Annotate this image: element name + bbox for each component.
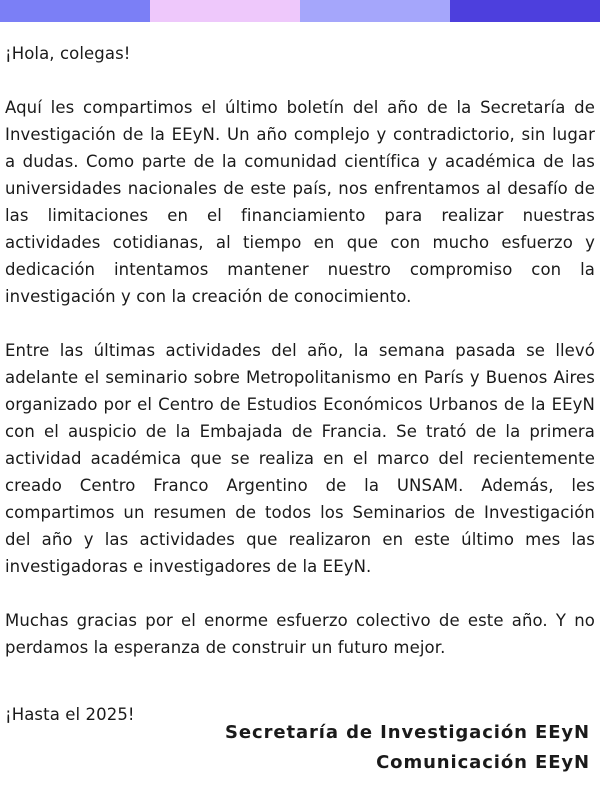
color-bar-segment-4 <box>450 0 600 22</box>
color-bar-segment-1 <box>0 0 150 22</box>
farewell: ¡Hasta el 2025! <box>5 705 135 724</box>
greeting: ¡Hola, colegas! <box>5 44 131 63</box>
signature-block <box>225 718 590 778</box>
paragraph-thanks: Muchas gracias por el enorme esfuerzo colectivo de este año. Y no perdamos la esperanza de construir un futuro mejor. <box>5 611 595 657</box>
letter-body <box>5 40 595 728</box>
paragraph-activities: Entre las últimas actividades del año, la semana pasada se llevó adelante el seminario sobre Metropolitanismo en París y Buenos Aires organizado por el Centro de Estudios Económicos Urbanos de la EEyN con el auspicio de la Embajada de Francia. Se trató de la primera actividad académica que se realiza en el marco del recientemente creado Centro Franco Argentino de la UNSAM. Además, les compartimos un resumen de todos los Seminarios de Investigación del año y las actividades que realizaron en este último mes las investigadoras e investigadores de la EEyN. <box>5 341 595 576</box>
header-color-bar <box>0 0 600 22</box>
signature-line-comunicacion: Comunicación EEyN <box>376 752 590 773</box>
signature-line-secretaria: Secretaría de Investigación EEyN <box>225 722 590 743</box>
paragraph-intro: Aquí les compartimos el último boletín del año de la Secretaría de Investigación de la EEyN. Un año complejo y contradictorio, sin lugar a dudas. Como parte de la comunidad científica y académica de las universidades nacionales de este país, nos enfrentamos al desafío de las limitaciones en el financiamiento para realizar nuestras actividades cotidianas, al tiempo en que con mucho esfuerzo y dedicación intentamos mantener nuestro compromiso con la investigación y con la creación de conocimiento. <box>5 98 595 306</box>
color-bar-segment-2 <box>150 0 300 22</box>
color-bar-segment-3 <box>300 0 450 22</box>
